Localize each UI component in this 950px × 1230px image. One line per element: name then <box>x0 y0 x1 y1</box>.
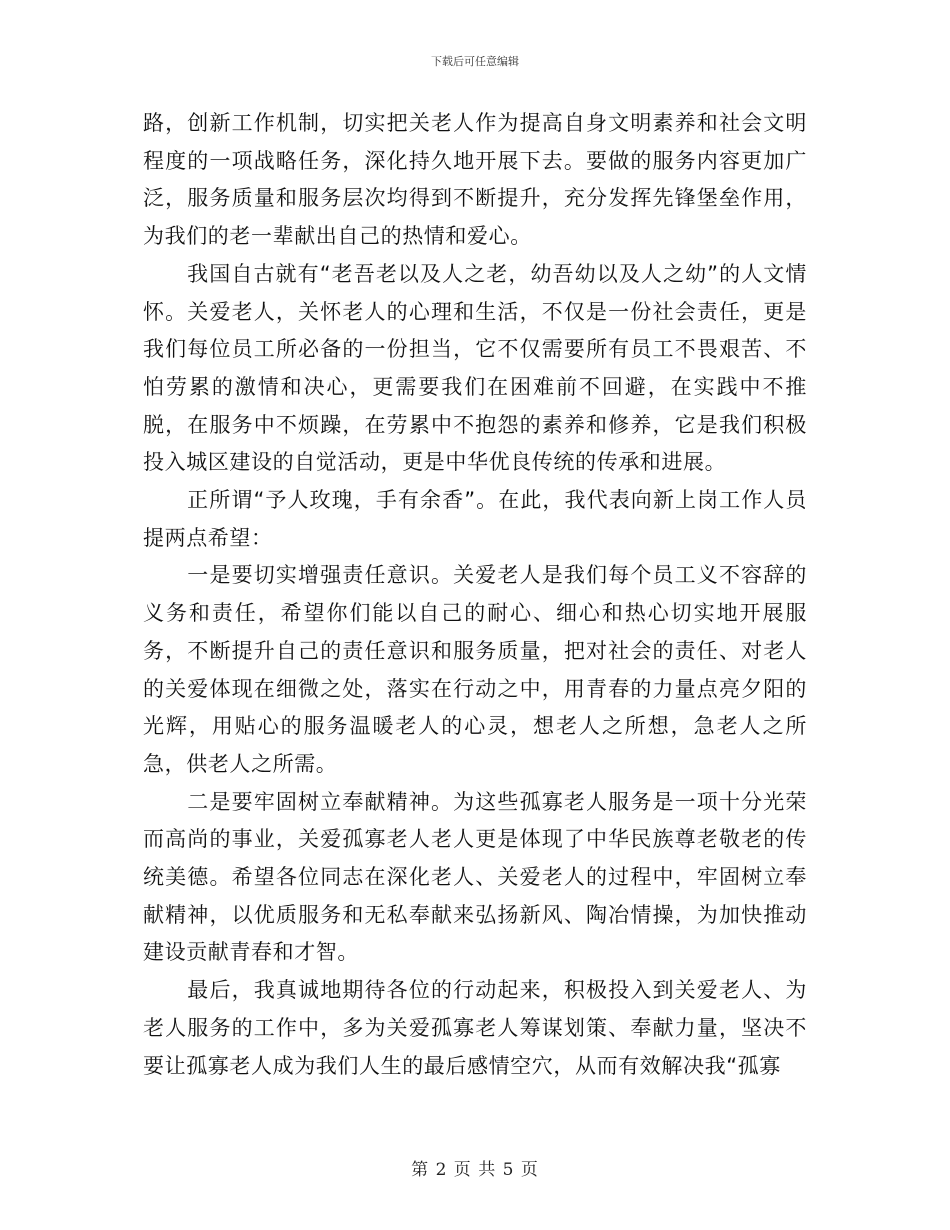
document-body <box>143 105 807 1085</box>
paragraph-two-hopes-intro: 正所谓“予人玫瑰，手有余香”。在此，我代表向新上岗工作人员提两点希望： <box>143 488 807 550</box>
paragraph-continuation: 路，创新工作机制，切实把关老人作为提高自身文明素养和社会文明程度的一项战略任务，深化持久地开展下去。要做的服务内容更加广泛，服务质量和服务层次均得到不断提升，充分发挥先锋堡垒作用，为我们的老一辈献出自己的热情和爱心。 <box>143 111 807 249</box>
paragraph-conclusion: 最后，我真诚地期待各位的行动起来，积极投入到关爱老人、为老人服务的工作中，多为关爱孤寡老人筹谋划策、奉献力量，坚决不要让孤寡老人成为我们人生的最后感情空穴，从而有效解决我“孤寡 <box>143 978 807 1078</box>
paragraph-responsibility: 一是要切实增强责任意识。关爱老人是我们每个员工义不容辞的义务和责任，希望你们能以自己的耐心、细心和热心切实地开展服务，不断提升自己的责任意识和服务质量，把对社会的责任、对老人的关爱体现在细微之处，落实在行动之中，用青春的力量点亮夕阳的光辉，用贴心的服务温暖老人的心灵，想老人之所想，急老人之所急，供老人之所需。 <box>143 563 807 776</box>
page-number-footer: 第 2 页 共 5 页 <box>411 1160 539 1180</box>
page-header-note: 下载后可任意编辑 <box>431 55 519 68</box>
paragraph-humanistic-sentiment: 我国自古就有“老吾老以及人之老，幼吾幼以及人之幼”的人文情怀。关爱老人，关怀老人的心理和生活，不仅是一份社会责任，更是我们每位员工所必备的一份担当，它不仅需要所有员工不畏艰苦、不怕劳累的激情和决心，更需要我们在困难前不回避，在实践中不推脱，在服务中不烦躁，在劳累中不抱怨的素养和修养，它是我们积极投入城区建设的自觉活动，更是中华优良传统的传承和进展。 <box>143 261 807 475</box>
paragraph-dedication: 二是要牢固树立奉献精神。为这些孤寡老人服务是一项十分光荣而高尚的事业，关爱孤寡老人老人更是体现了中华民族尊老敬老的传统美德。希望各位同志在深化老人、关爱老人的过程中，牢固树立奉献精神，以优质服务和无私奉献来弘扬新风、陶冶情操，为加快推动建设贡献青春和才智。 <box>143 789 807 965</box>
